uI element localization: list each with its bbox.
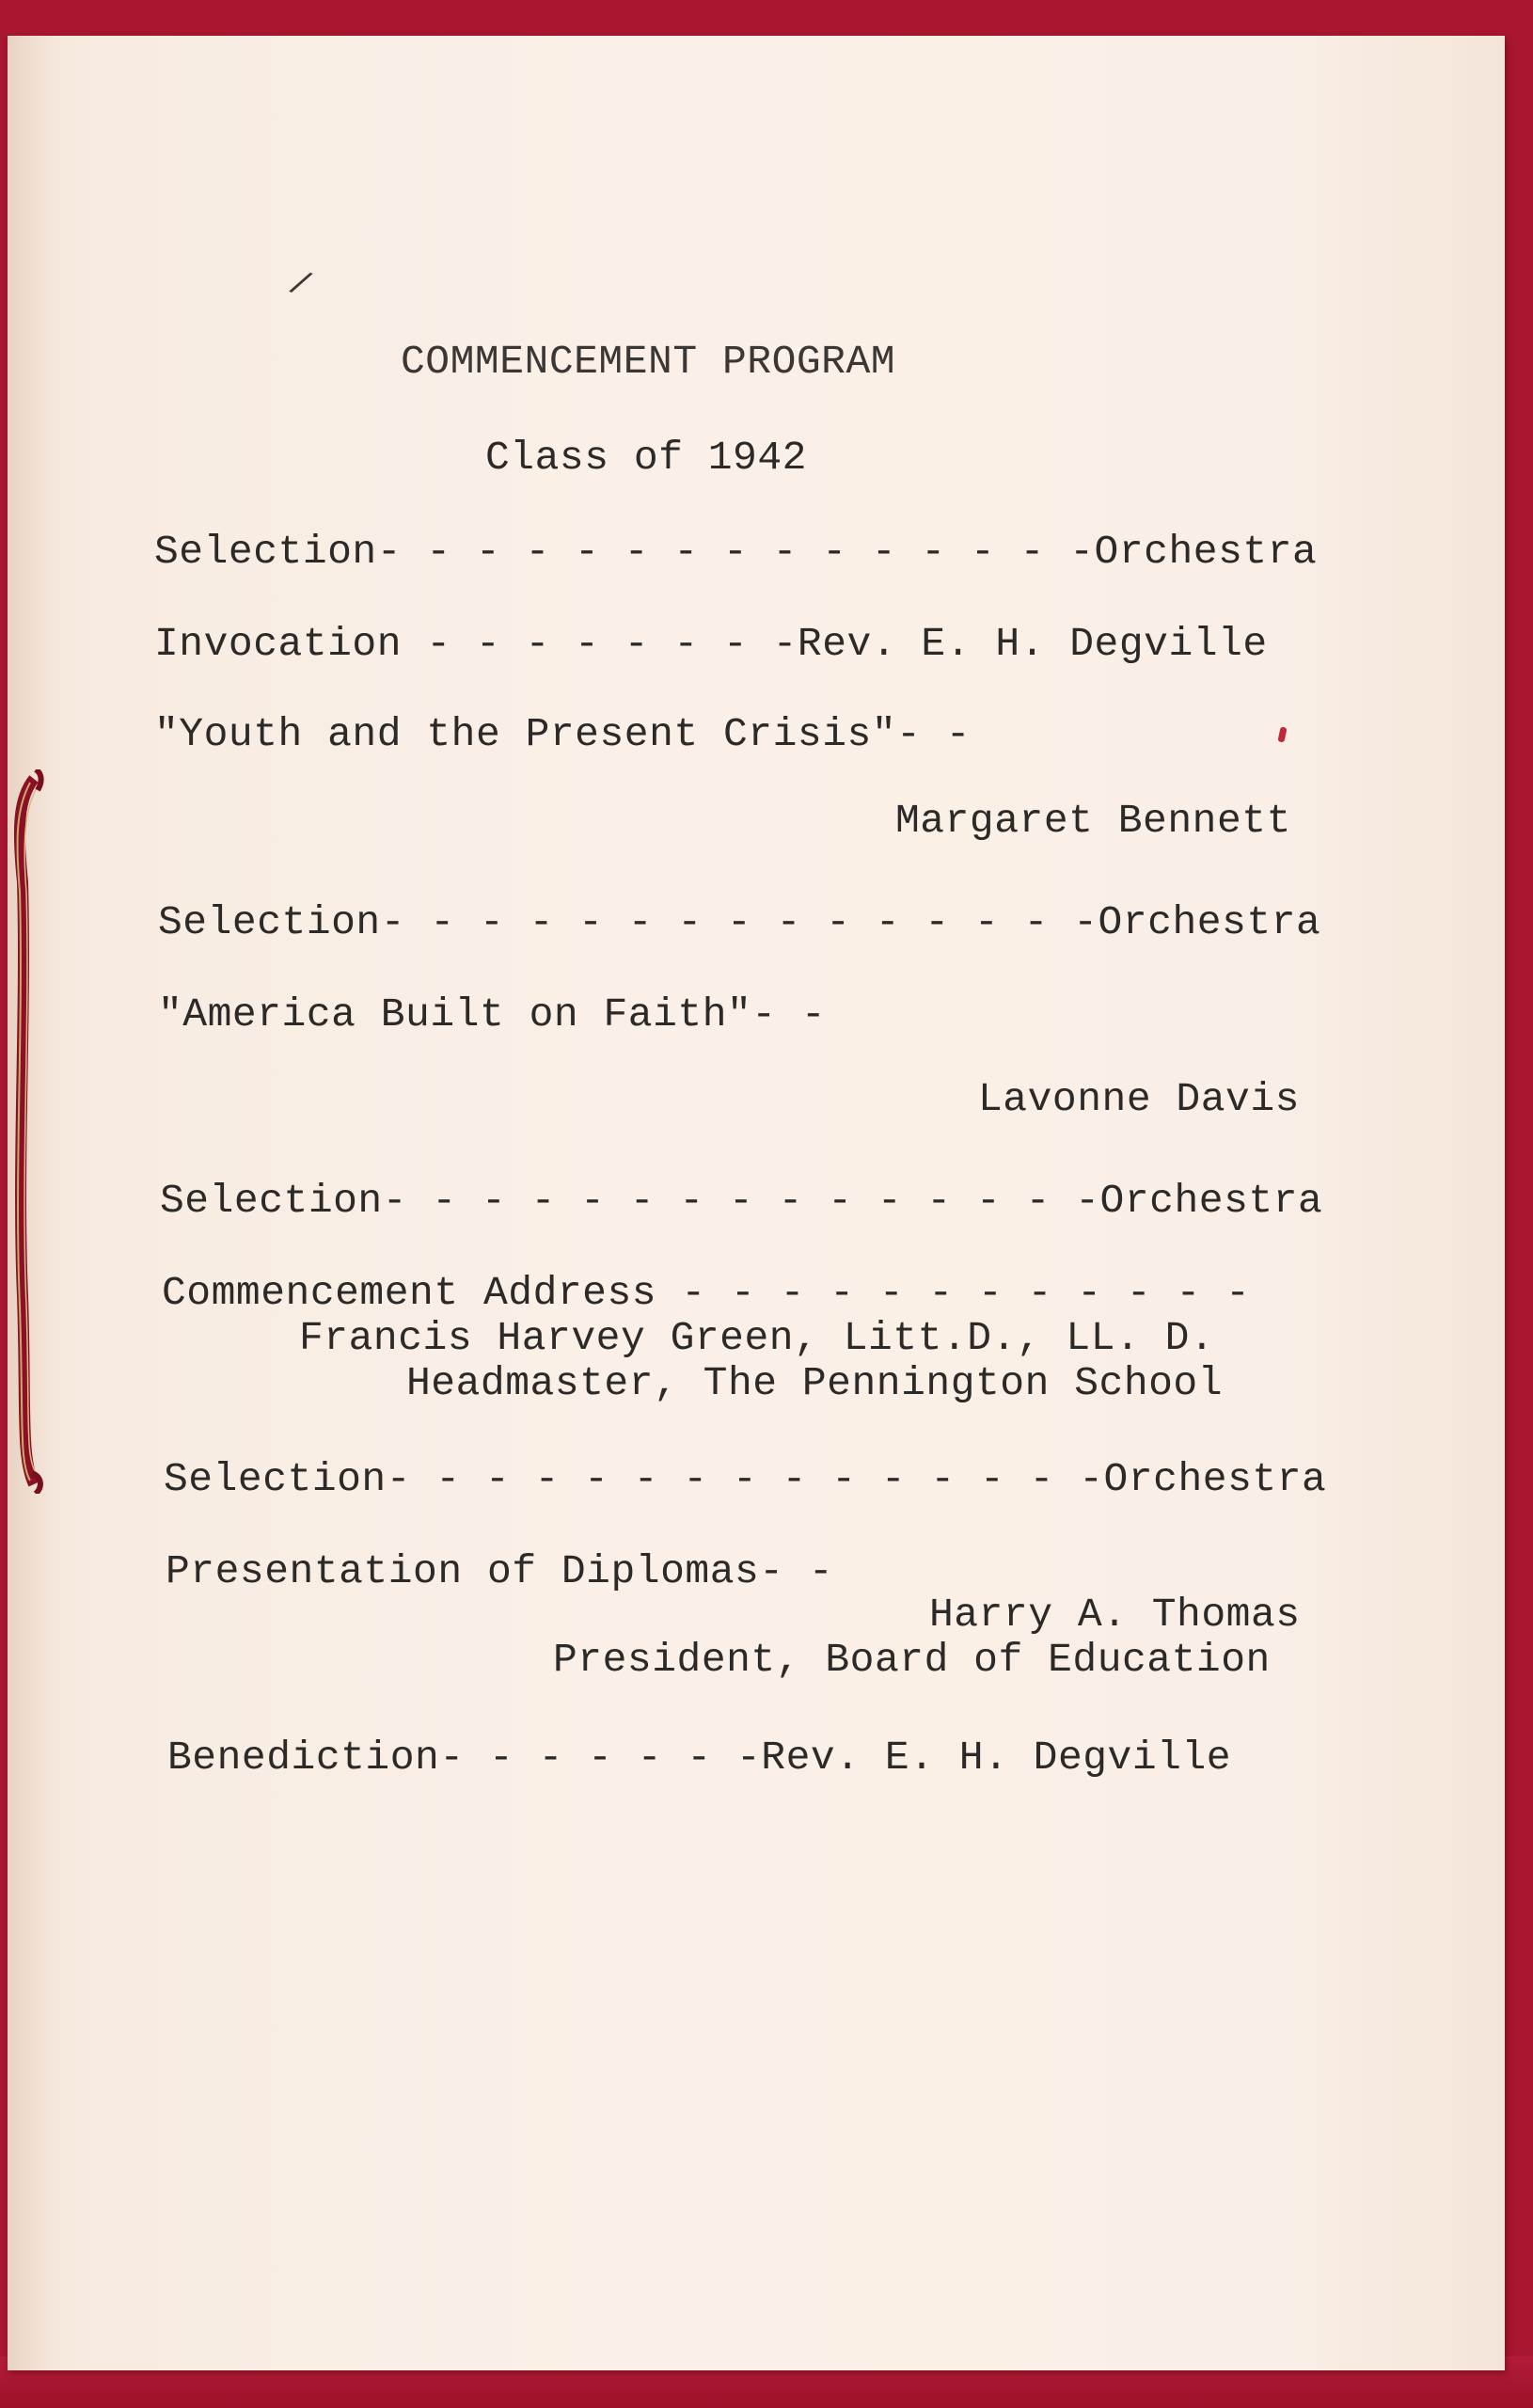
program-line-commencement-address: Commencement Address - - - - - - - - - - - - bbox=[162, 1270, 1251, 1316]
red-ink-speck bbox=[1277, 726, 1287, 742]
ribbon-graphic bbox=[13, 769, 45, 1494]
program-subtitle: Class of 1942 bbox=[485, 435, 807, 481]
program-line-selection-1: Selection- - - - - - - - - - - - - - -Orchestra bbox=[154, 529, 1318, 575]
program-page bbox=[8, 36, 1505, 2370]
program-line-selection-2: Selection- - - - - - - - - - - - - - -Orchestra bbox=[158, 899, 1321, 945]
program-line-speaker-green: Francis Harvey Green, Litt.D., LL. D. bbox=[299, 1315, 1215, 1361]
program-line-youth-crisis: "Youth and the Present Crisis"- - bbox=[154, 711, 972, 757]
program-line-board-president: President, Board of Education bbox=[553, 1637, 1271, 1683]
program-line-invocation: Invocation - - - - - - - -Rev. E. H. Degville bbox=[154, 621, 1268, 667]
program-line-speaker-bennett: Margaret Bennett bbox=[895, 798, 1291, 844]
program-line-benediction: Benediction- - - - - - -Rev. E. H. Degville bbox=[167, 1735, 1232, 1781]
program-line-presenter-thomas: Harry A. Thomas bbox=[929, 1592, 1301, 1638]
program-line-selection-3: Selection- - - - - - - - - - - - - - -Orchestra bbox=[160, 1178, 1323, 1224]
program-line-headmaster: Headmaster, The Pennington School bbox=[406, 1360, 1224, 1406]
program-line-speaker-davis: Lavonne Davis bbox=[978, 1076, 1300, 1122]
program-line-america-faith: "America Built on Faith"- - bbox=[158, 991, 827, 1038]
program-line-selection-4: Selection- - - - - - - - - - - - - - -Orchestra bbox=[164, 1456, 1327, 1502]
binding-ribbon bbox=[13, 769, 45, 1494]
program-line-diplomas: Presentation of Diplomas- - bbox=[166, 1548, 834, 1594]
stray-ink-mark: / bbox=[283, 263, 316, 308]
program-title: COMMENCEMENT PROGRAM bbox=[401, 339, 896, 385]
